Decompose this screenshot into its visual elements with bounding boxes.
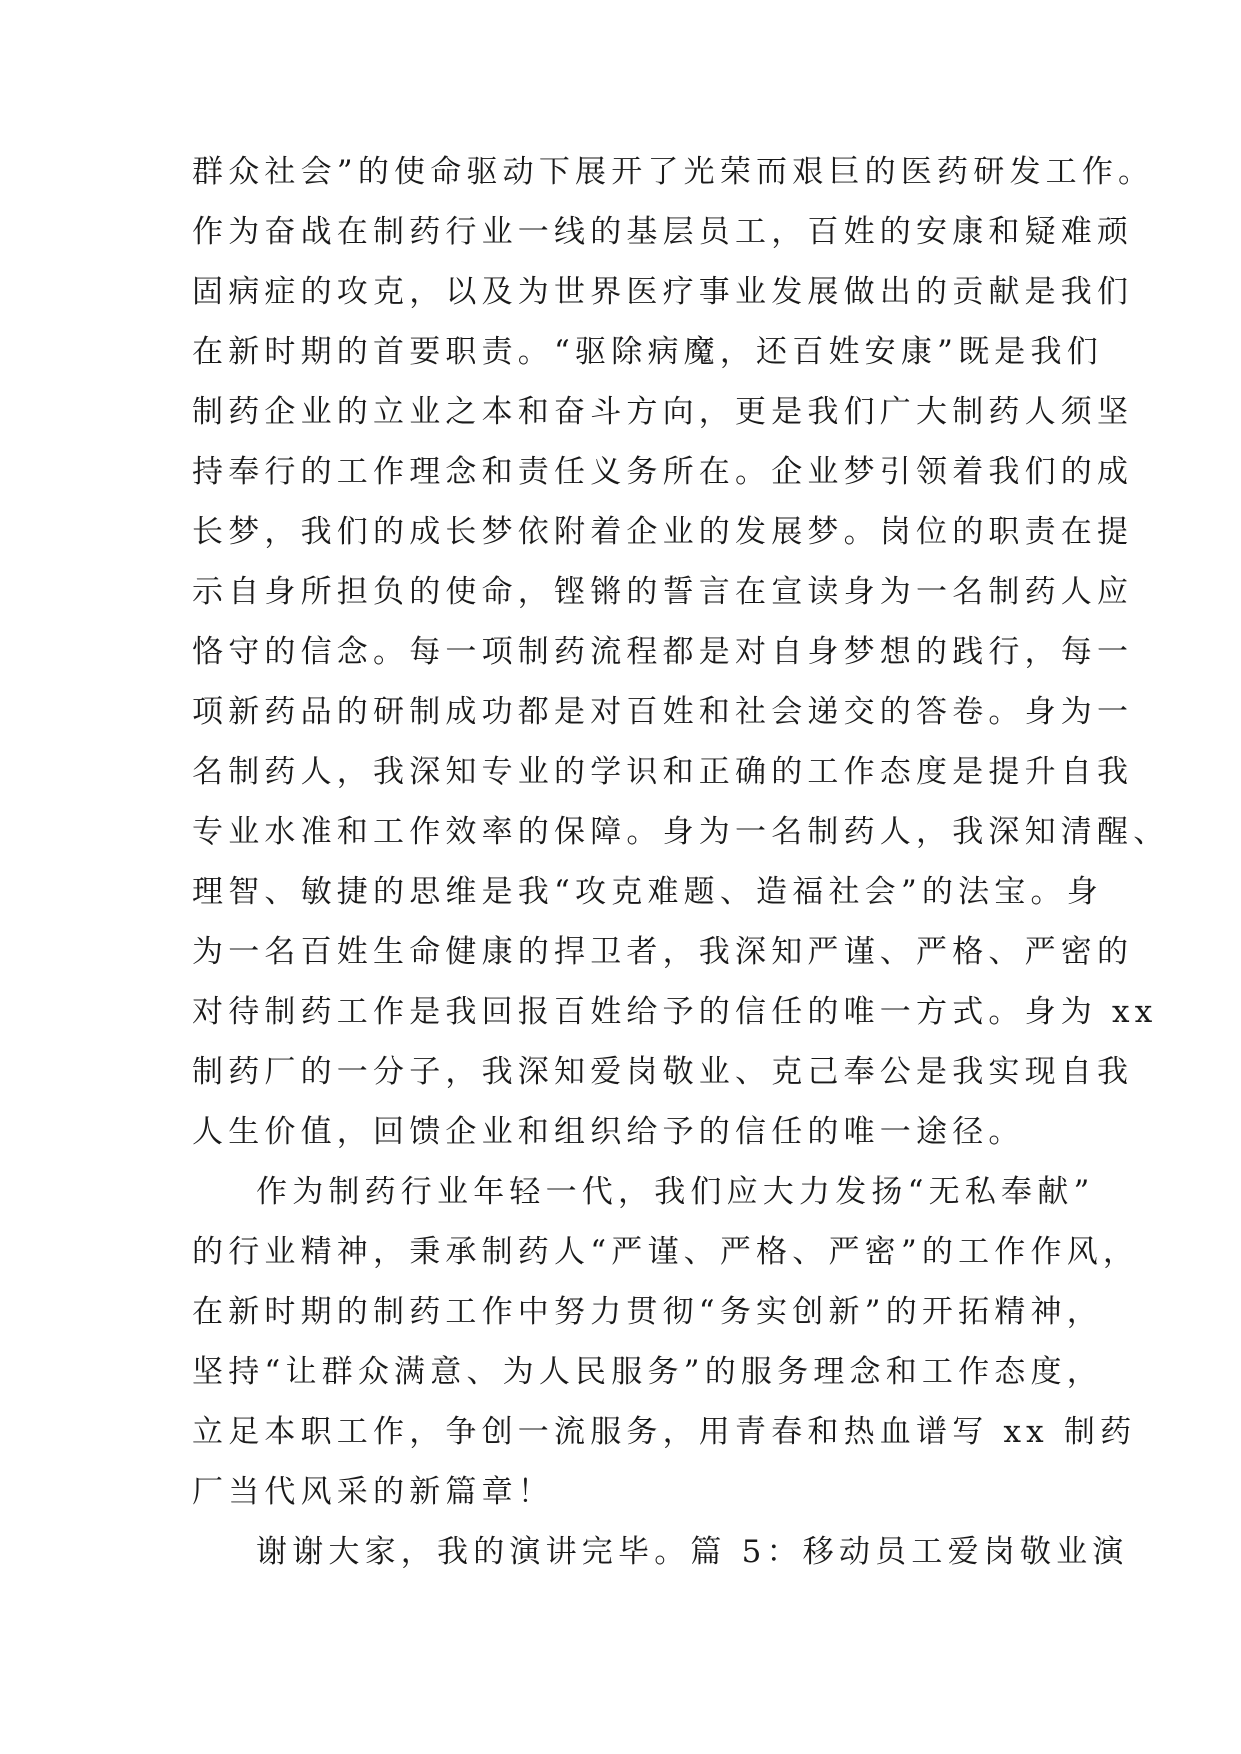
text-line-10: 项新药品的研制成功都是对百姓和社会递交的答卷。身为一: [192, 694, 1134, 730]
text-line-20: 在新时期的制药工作中努力贯彻“务实创新”的开拓精神，: [192, 1294, 1103, 1330]
text-line-22: 立足本职工作，争创一流服务，用青春和热血谱写 xx 制药: [192, 1414, 1137, 1450]
text-line-13: 理智、敏捷的思维是我“攻克难题、造福社会”的法宝。身: [192, 874, 1103, 910]
text-line-9: 恪守的信念。每一项制药流程都是对自身梦想的践行，每一: [192, 634, 1134, 670]
text-line-14: 为一名百姓生命健康的捍卫者，我深知严谨、严格、严密的: [192, 934, 1134, 970]
text-line-16: 制药厂的一分子，我深知爱岗敬业、克己奉公是我实现自我: [192, 1054, 1134, 1090]
text-line-1: 群众社会”的使命驱动下展开了光荣而艰巨的医药研发工作。: [192, 154, 1155, 190]
text-line-4: 在新时期的首要职责。“驱除病魔，还百姓安康”既是我们: [192, 334, 1103, 370]
text-line-6: 持奉行的工作理念和责任义务所在。企业梦引领着我们的成: [192, 454, 1134, 490]
text-line-24: 谢谢大家，我的演讲完毕。篇 5：移动员工爱岗敬业演: [256, 1534, 1129, 1570]
text-line-12: 专业水准和工作效率的保障。身为一名制药人，我深知清醒、: [192, 814, 1170, 850]
text-line-21: 坚持“让群众满意、为人民服务”的服务理念和工作态度，: [192, 1354, 1103, 1390]
text-line-15: 对待制药工作是我回报百姓给予的信任的唯一方式。身为 xx: [192, 994, 1158, 1030]
text-line-11: 名制药人，我深知专业的学识和正确的工作态度是提升自我: [192, 754, 1134, 790]
text-line-18: 作为制药行业年轻一代，我们应大力发扬“无私奉献”: [256, 1174, 1095, 1210]
text-line-19: 的行业精神，秉承制药人“严谨、严格、严密”的工作作风，: [192, 1234, 1140, 1270]
text-line-8: 示自身所担负的使命，铿锵的誓言在宣读身为一名制药人应: [192, 574, 1134, 610]
text-line-3: 固病症的攻克，以及为世界医疗事业发展做出的贡献是我们: [192, 274, 1134, 310]
text-line-23: 厂当代风采的新篇章！: [192, 1474, 554, 1510]
text-line-7: 长梦，我们的成长梦依附着企业的发展梦。岗位的职责在提: [192, 514, 1134, 550]
text-line-5: 制药企业的立业之本和奋斗方向，更是我们广大制药人须坚: [192, 394, 1134, 430]
text-line-17: 人生价值，回馈企业和组织给予的信任的唯一途径。: [192, 1114, 1025, 1150]
text-line-2: 作为奋战在制药行业一线的基层员工，百姓的安康和疑难顽: [192, 214, 1134, 250]
